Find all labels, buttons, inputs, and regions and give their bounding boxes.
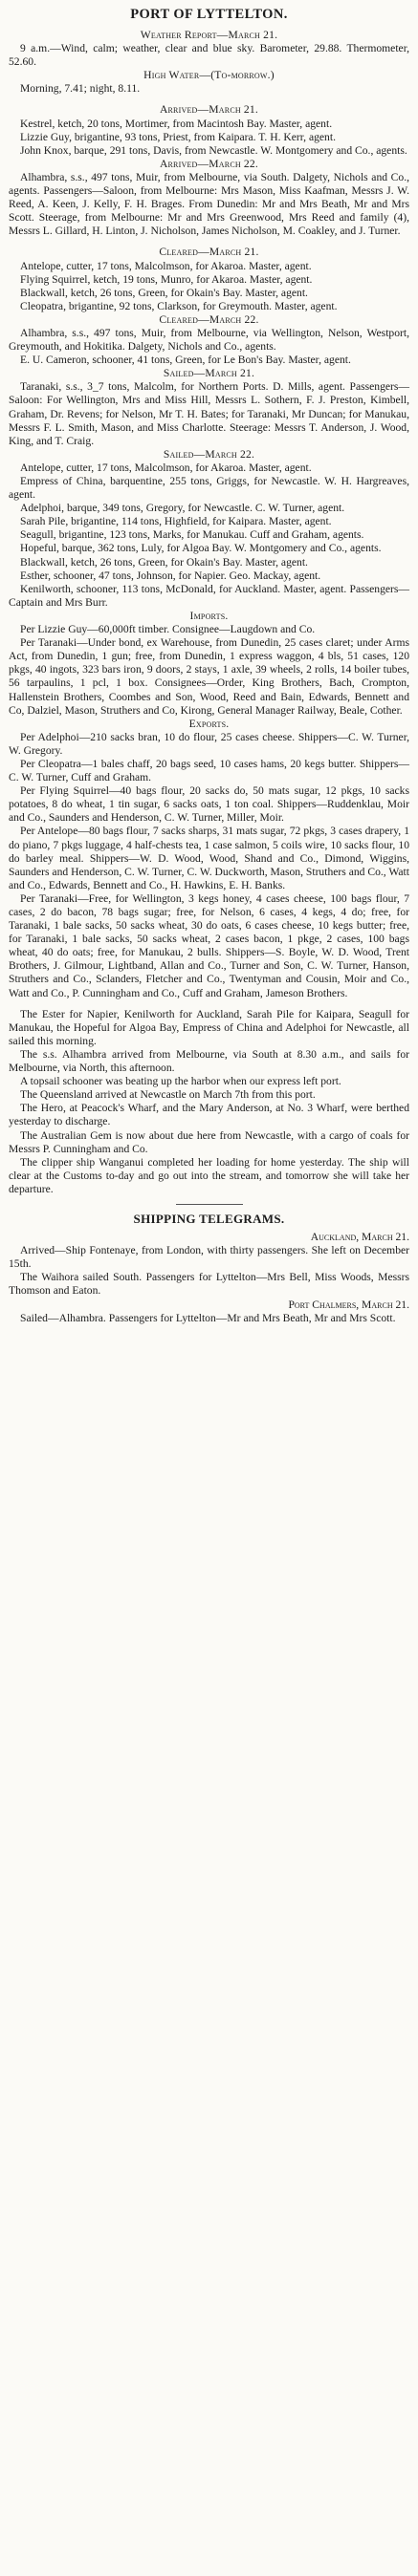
export-entry: Per Cleopatra—1 bales chaff, 20 bags seed, 10 cases hams, 20 kegs butter. Shippers—C. W. Turner, Cuff and Graham. [9, 757, 409, 784]
shipping-entry: Lizzie Guy, brigantine, 93 tons, Priest, from Kaipara. T. H. Kerr, agent. [20, 130, 336, 143]
port-chalmers-heading: Port Chalmers, March 21. [288, 1298, 409, 1311]
sailed-22-heading: Sailed—March 22. [163, 447, 255, 461]
shipping-entry: Cleopatra, brigantine, 92 tons, Clarkson, for Greymouth. Master, agent. [20, 299, 338, 312]
high-water-text: Morning, 7.41; night, 8.11. [20, 82, 141, 96]
import-entry: Per Lizzie Guy—60,000ft timber. Consignee—Laugdown and Co. [20, 623, 316, 636]
telegram-entry: Sailed—Alhambra. Passengers for Lyttelton—Mr and Mrs Beath, Mr and Mrs Scott. [20, 1311, 396, 1324]
shipping-entry: Flying Squirrel, ketch, 19 tons, Munro, for Akaroa. Master, agent. [20, 272, 313, 286]
shipping-entry: Antelope, cutter, 17 tons, Malcolmson, for Akaroa. Master, agent. [20, 259, 312, 272]
shipping-entry: Seagull, brigantine, 123 tons, Marks, for Manukau. Cuff and Graham, agents. [20, 528, 364, 542]
weather-text: 9 a.m.—Wind, calm; weather, clear and blue sky. Barometer, 29.88. Thermometer, 52.60. [9, 42, 409, 69]
shipping-entry: Kenilworth, schooner, 113 tons, McDonald, for Auckland. Master, agent. Passengers—Captain and Mrs Burr. [9, 582, 409, 609]
arrived-22-heading: Arrived—March 22. [159, 157, 259, 170]
shipping-entry: Alhambra, s.s., 497 tons, Muir, from Melbourne, via South. Dalgety, Nichols and Co., agents. Passengers—Saloon, from Melbourne: Mrs Mason, Miss Kaafman, Messrs J. W. Reed, A. Keen, J. Kelly, F. H. Brages. From Dunedin: Mr and Mrs Beath, Mr and Mrs Scott. Steerage, from Melbourne: Mr and Mrs Greenwood, Mrs Reed and family (4), Messrs L. Gillard, H. Linton, J. Nicholson, James Nicholson, M. Coakley, and J. Turner. [9, 170, 409, 238]
section-divider [176, 1204, 243, 1205]
shipping-entry: Sarah Pile, brigantine, 114 tons, Highfield, for Kaipara. Master, agent. [20, 515, 332, 528]
shipping-entry: Adelphoi, barque, 349 tons, Gregory, for Newcastle. C. W. Turner, agent. [20, 502, 345, 515]
weather-heading: Weather Report—March 21. [140, 29, 278, 41]
sailed-21-heading: Sailed—March 21. [163, 367, 255, 380]
news-paragraph: The Hero, at Peacock's Wharf, and the Mary Anderson, at No. 3 Wharf, were berthed yesterday to discharge. [9, 1102, 409, 1128]
news-paragraph: A topsail schooner was beating up the harbor when our express left port. [20, 1075, 341, 1088]
shipping-entry: Empress of China, barquentine, 255 tons, Griggs, for Newcastle. W. H. Hargreaves, agent. [9, 475, 409, 502]
page-title: PORT OF LYTTELTON. [130, 7, 288, 22]
arrived-21-heading: Arrived—March 21. [159, 103, 259, 117]
shipping-entry: Hopeful, barque, 362 tons, Luly, for Algoa Bay. W. Montgomery and Co., agents. [20, 542, 382, 555]
news-paragraph: The Ester for Napier, Kenilworth for Auckland, Sarah Pile for Kaipara, Seagull for Manukau, the Hopeful for Algoa Bay, Empress of China and Adelphoi for Newcastle, all sailed this morning. [9, 1007, 409, 1047]
shipping-entry: Alhambra, s.s., 497 tons, Muir, from Melbourne, via Wellington, Nelson, Westport, Greymouth, and Hokitika. Dalgety, Nichols and Co., agents. [9, 326, 409, 354]
news-paragraph: The s.s. Alhambra arrived from Melbourne, via South at 8.30 a.m., and sails for Melbourne, via North, this afternoon. [9, 1047, 409, 1075]
export-entry: Per Antelope—80 bags flour, 7 sacks sharps, 31 mats sugar, 72 pkgs, 3 cases drapery, 1 do piano, 7 pkgs luggage, 4 half-chests tea, 1 case salmon, 5 coils wire, 10 sacks flour, 10 do barley meal. Shippers—W. D. Wood, Wood, Shand and Co., Dimond, Wiggins, Saunders and Henderson, C. W. Turner, C. W. Duckworth, Mason, Struthers and Co., Watt and Co., Edwards, Bennett and Co., H. Hawkins, E. H. Banks. [9, 825, 409, 891]
shipping-entry: Blackwall, ketch, 26 tons, Green, for Okain's Bay. Master, agent. [20, 286, 308, 299]
news-paragraph: The Queensland arrived at Newcastle on March 7th from this port. [20, 1088, 316, 1102]
shipping-entry: Kestrel, ketch, 20 tons, Mortimer, from Macintosh Bay. Master, agent. [20, 117, 333, 130]
cleared-22-heading: Cleared—March 22. [159, 312, 259, 326]
cleared-21-heading: Cleared—March 21. [159, 246, 259, 259]
shipping-entry: Esther, schooner, 47 tons, Johnson, for Napier. Geo. Mackay, agent. [20, 569, 321, 582]
shipping-entry: Antelope, cutter, 17 tons, Malcolmson, for Akaroa. Master, agent. [20, 461, 312, 474]
shipping-entry: E. U. Cameron, schooner, 41 tons, Green, for Le Bon's Bay. Master, agent. [20, 354, 351, 367]
imports-heading: Imports. [189, 609, 229, 622]
export-entry: Per Flying Squirrel—40 bags flour, 20 sacks do, 50 mats sugar, 12 pkgs, 10 sacks potatoes, 8 do wheat, 1 tin sugar, 6 sacks oats, 1 ton coal. Shippers—Ruddenklau, Moir and Co., Saunders and Henderson, C. W. Turner, Miller, Moir. [9, 784, 409, 825]
import-entry: Per Taranaki—Under bond, ex Warehouse, from Dunedin, 25 cases claret; under Arms Act, from Dunedin, 1 gun; free, from Dunedin, 1 express waggon, 4 bls, 51 cases, 120 pkgs, 40 ingots, 323 bars iron, 9 doors, 2 stays, 1 axle, 39 wheels, 2 rolls, 14 boiler tubes, 56 tarpaulins, 1 pcl, 1 box. Consignees—Order, King Brothers, Bach, Crompton, Hallenstein Brothers, Coombes and Son, Wood, Reed and Bain, Edwards, Bennett and Co, Dalziel, Mason, Struthers and Co, Kirong, General Manager Railway, Beale, Cother. [9, 636, 409, 717]
auckland-heading: Auckland, March 21. [310, 1231, 409, 1244]
exports-heading: Exports. [188, 717, 230, 730]
news-paragraph: The clipper ship Wanganui completed her loading for home yesterday. The ship will clear at the Customs to-day and go out into the stream, and tomorrow she will take her departure. [9, 1155, 409, 1195]
export-entry: Per Adelphoi—210 sacks bran, 10 do flour, 25 cases cheese. Shippers—C. W. Turner, W. Gregory. [9, 730, 409, 757]
high-water-heading: High Water—(To-morrow.) [143, 69, 275, 82]
telegram-entry: The Waihora sailed South. Passengers for Lyttelton—Mrs Bell, Miss Woods, Messrs Thomson and Eaton. [9, 1271, 409, 1298]
news-paragraph: The Australian Gem is now about due here from Newcastle, with a cargo of coals for Messrs P. Cunningham and Co. [9, 1128, 409, 1155]
telegrams-title: SHIPPING TELEGRAMS. [133, 1211, 285, 1226]
shipping-entry: Taranaki, s.s., 3_7 tons, Malcolm, for Northern Ports. D. Mills, agent. Passengers—Saloon: For Wellington, Mrs and Miss Hill, Messrs L. Sothern, F. J. Preston, Kimbell, Graham, Dr. Revens; for Nelson, Mr T. H. Bates; for Taranaki, Mr Duncan; for Manukau, Messrs F. L. Smith, Mason, and Miss Charlotte. Steerage: Messrs T. Anderson, J. Wood, King, and T. Craig. [9, 380, 409, 447]
shipping-entry: John Knox, barque, 291 tons, Davis, from Newcastle. W. Montgomery and Co., agents. [20, 143, 407, 157]
telegram-entry: Arrived—Ship Fontenaye, from London, with thirty passengers. She left on December 15th. [9, 1244, 409, 1271]
export-entry: Per Taranaki—Free, for Wellington, 3 kegs honey, 4 cases cheese, 100 bags flour, 7 cases, 2 do bacon, 78 bags sugar; free, for Nelson, 6 cases, 4 kegs, 4 do; free, for Taranaki, 1 bale sacks, 50 sacks wheat, 30 do oats, 6 cases cheese, 10 kegs butter; free, for Taranaki, 1 bale sacks, 50 sacks wheat, 2 cases bacon, 1 pkge, 2 cases, 100 bags wheat, 40 do oats; free, for Manukau, 2 bulls. Shippers—S. Boyle, W. D. Wood, Trent Brothers, J. Gilmour, Lightband, Allan and Co., Turner and Son, C. W. Turner, Hanson, Struthers and Co., Sclanders, Fletcher and Co., Twentyman and Cousin, Moir and Co., Watt and Co., P. Cunningham and Co., Cuff and Graham, Jameson Brothers. [9, 891, 409, 999]
shipping-entry: Blackwall, ketch, 26 tons, Green, for Okain's Bay. Master, agent. [20, 555, 308, 569]
